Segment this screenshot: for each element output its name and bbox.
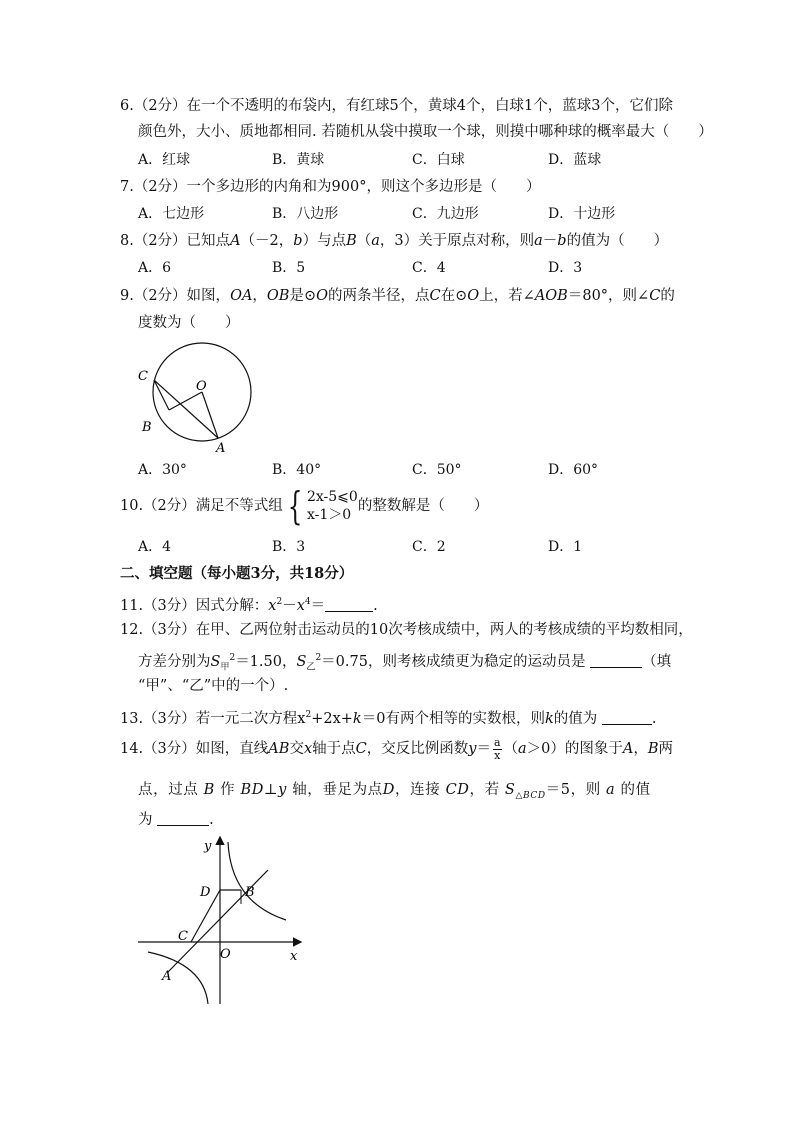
q6-option-c: C．白球: [412, 152, 465, 168]
q12-line2: 方差分别为$S_甲^2=1.50$，$S_乙^2=0.75$，则考核成绩更为稳定的运动员是 （填: [138, 653, 672, 673]
q14-label-a: A: [162, 969, 172, 984]
q6-line2: 颜色外，大小、质地都相同. 若随机从袋中摸取一个球，则摸中哪种球的概率最大（ ）: [138, 124, 713, 140]
q6-option-d: D．蓝球: [548, 152, 602, 168]
q9-option-a: A．30°: [138, 462, 187, 478]
q9-label-a: A: [216, 441, 226, 456]
q7-option-d: D．十边形: [548, 206, 616, 222]
q13-stem: 13.（3分）若一元二次方程$x^2+2x+k=0$有两个相等的实数根，则k的值为 .: [120, 710, 657, 727]
q10-brace: {: [287, 484, 303, 528]
q8-option-b: B．5: [272, 260, 306, 276]
q8-option-a: A．6: [138, 260, 172, 276]
q6-line1: 6.（2分）在一个不透明的布袋内，有红球5个，黄球4个，白球1个，蓝球3个，它们除: [120, 98, 673, 114]
q11-stem: 11.（3分）因式分解：$x^2-x^4=$ .: [120, 597, 378, 614]
q6-option-a: A．红球: [138, 152, 191, 168]
q10-system: [301, 488, 358, 524]
q7-option-b: B．八边形: [272, 206, 339, 222]
q10-option-c: C．2: [412, 539, 446, 555]
q14-hyperbola-q3: [148, 952, 208, 1004]
q7-line1: 7.（2分）一个多边形的内角和为900°，则这个多边形是（ ）: [120, 179, 541, 195]
q12-answer-blank[interactable]: [590, 653, 642, 668]
q9-label-o: O: [196, 379, 207, 394]
q9-line2: 度数为（ ）: [138, 315, 240, 331]
q9-circle-figure: [134, 334, 260, 456]
q8-option-c: C．4: [412, 260, 446, 276]
q10-option-a: A．4: [138, 539, 172, 555]
q14-graph-figure: [136, 832, 310, 1008]
q10-option-d: D．1: [548, 539, 583, 555]
q12-line1: 12.（3分）在甲、乙两位射击运动员的10次考核成绩中，两人的考核成绩的平均数相同，: [120, 622, 693, 638]
q10-ineq2: x-1＞0: [306, 507, 352, 523]
q7-option-a: A．七边形: [138, 206, 205, 222]
q10-stem: 10.（2分）满足不等式组 { 2x-5⩽0 x-1＞0 的整数解是（ ）: [120, 484, 489, 528]
q9-option-c: C．50°: [412, 462, 462, 478]
q14-label-x: x: [290, 949, 298, 964]
section2-title: 二、填空题（每小题3分，共18分）: [120, 565, 354, 582]
q14-answer-blank[interactable]: [157, 811, 209, 826]
q14-label-o: O: [220, 947, 231, 962]
q11-answer-blank[interactable]: [325, 597, 373, 612]
q7-option-c: C．九边形: [412, 206, 479, 222]
q14-fraction: $\frac{a}{x}$: [493, 735, 501, 762]
q14-label-b: B: [245, 885, 255, 900]
q8-option-d: D．3: [548, 260, 583, 276]
q9-label-c: C: [138, 369, 148, 384]
q9-label-b: B: [142, 420, 152, 435]
q9-option-d: D．60°: [548, 462, 599, 478]
q6-option-b: B．黄球: [272, 152, 325, 168]
q14-line1: 14.（3分）如图，直线AB交x轴于点C，交反比例函数y＝ $\frac{a}{x}$ （a＞0）的图象于A，B两: [120, 735, 674, 762]
q14-label-c: C: [178, 929, 188, 944]
q9-radius-ob: [169, 392, 202, 410]
q12-line3: “甲”、“乙”中的一个）.: [138, 678, 289, 694]
q10-ineq1: 2x-5⩽0: [306, 489, 358, 505]
q14-line2: 点，过点 B 作 BD⊥y 轴，垂足为点D，连接 CD，若 $S_{\triangle BCD}=5$，则 a 的值: [138, 782, 651, 801]
q8-stem: 8.（2分）已知点A（－2，b）与点B（a，3）关于原点对称，则a－b的值为（ ）: [120, 233, 669, 249]
q9-option-b: B．40°: [272, 462, 322, 478]
q14-line3: 为 .: [138, 812, 214, 828]
q14-label-d: D: [200, 885, 211, 900]
q10-option-b: B．3: [272, 539, 306, 555]
q9-chord-cb: [154, 380, 169, 410]
q14-label-y: y: [204, 839, 212, 854]
q9-stem: 9.（2分）如图，OA，OB是⊙O的两条半径，点C在⊙O上，若∠AOB＝80°，则∠C的: [120, 288, 675, 304]
q13-answer-blank[interactable]: [602, 710, 652, 725]
